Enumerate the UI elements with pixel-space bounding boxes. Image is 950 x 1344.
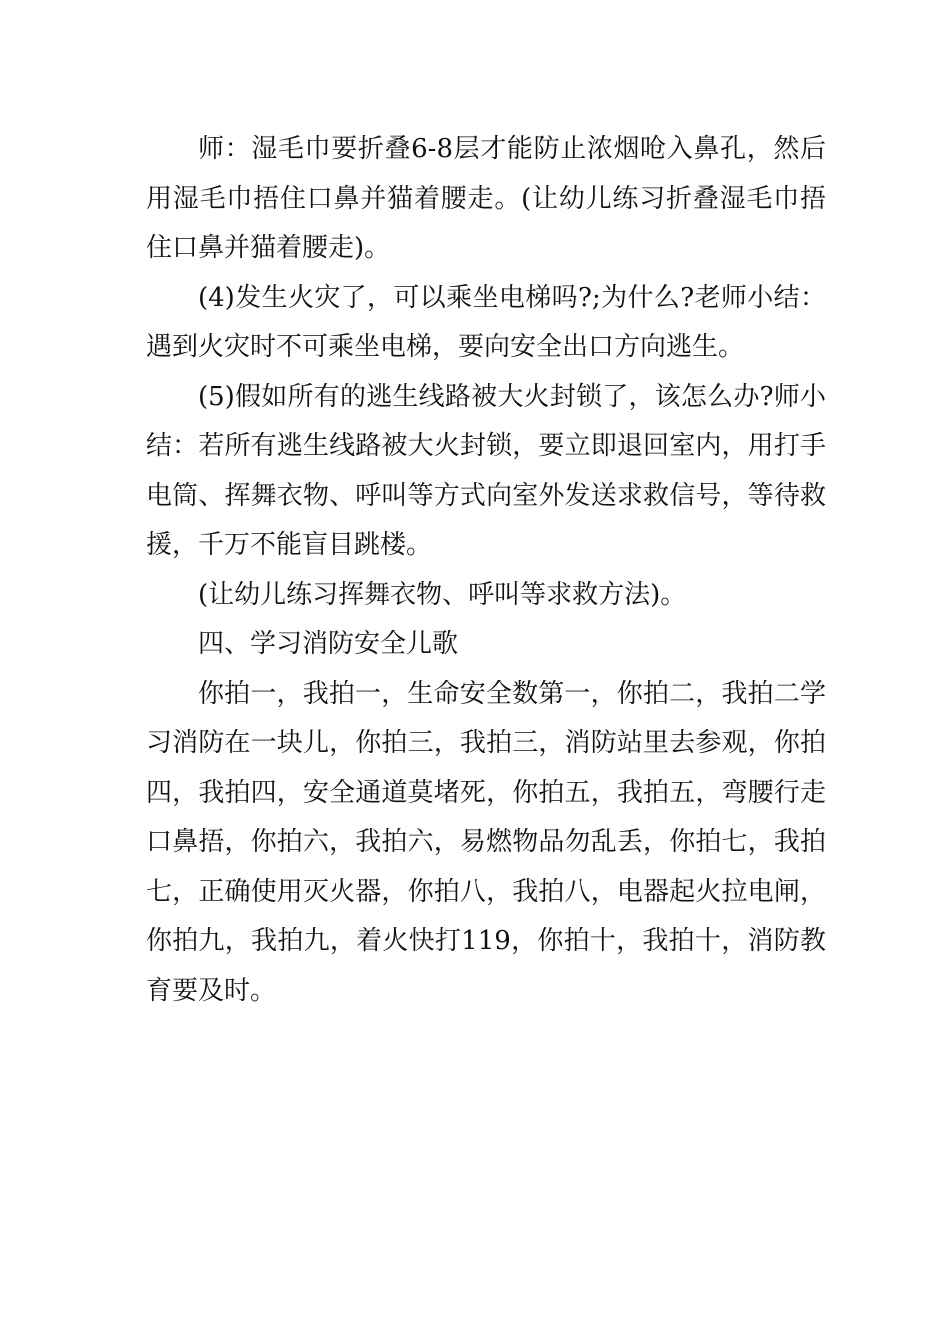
paragraph-elevator: (4)发生火灾了，可以乘坐电梯吗?;为什么?老师小结：遇到火灾时不可乘坐电梯，要向安全出口方向逃生。 <box>146 282 826 362</box>
paragraph-fire-safety-song: 你拍一，我拍一，生命安全数第一，你拍二，我拍二学习消防在一块儿，你拍三，我拍三，消防站里去参观，你拍四，我拍四，安全通道莫堵死，你拍五，我拍五，弯腰行走口鼻捂，你拍六，我拍六，易燃物品勿乱丢，你拍七，我拍七，正确使用灭火器，你拍八，我拍八，电器起火拉电闸，你拍九，我拍九，着火快打119，你拍十，我拍十，消防教育要及时。 <box>146 678 826 1006</box>
paragraph-escape-blocked: (5)假如所有的逃生线路被大火封锁了，该怎么办?师小结：若所有逃生线路被大火封锁，要立即退回室内，用打手电筒、挥舞衣物、呼叫等方式向室外发送求救信号，等待救援，千万不能盲目跳楼。 <box>146 381 826 560</box>
paragraph-wet-towel: 师：湿毛巾要折叠6-8层才能防止浓烟呛入鼻孔，然后用湿毛巾捂住口鼻并猫着腰走。(让幼儿练习折叠湿毛巾捂住口鼻并猫着腰走)。 <box>146 134 826 263</box>
document-body <box>146 125 826 1016</box>
paragraph-practice-signal: (让幼儿练习挥舞衣物、呼叫等求救方法)。 <box>198 579 687 610</box>
section-heading-fire-song: 四、学习消防安全儿歌 <box>198 629 459 659</box>
